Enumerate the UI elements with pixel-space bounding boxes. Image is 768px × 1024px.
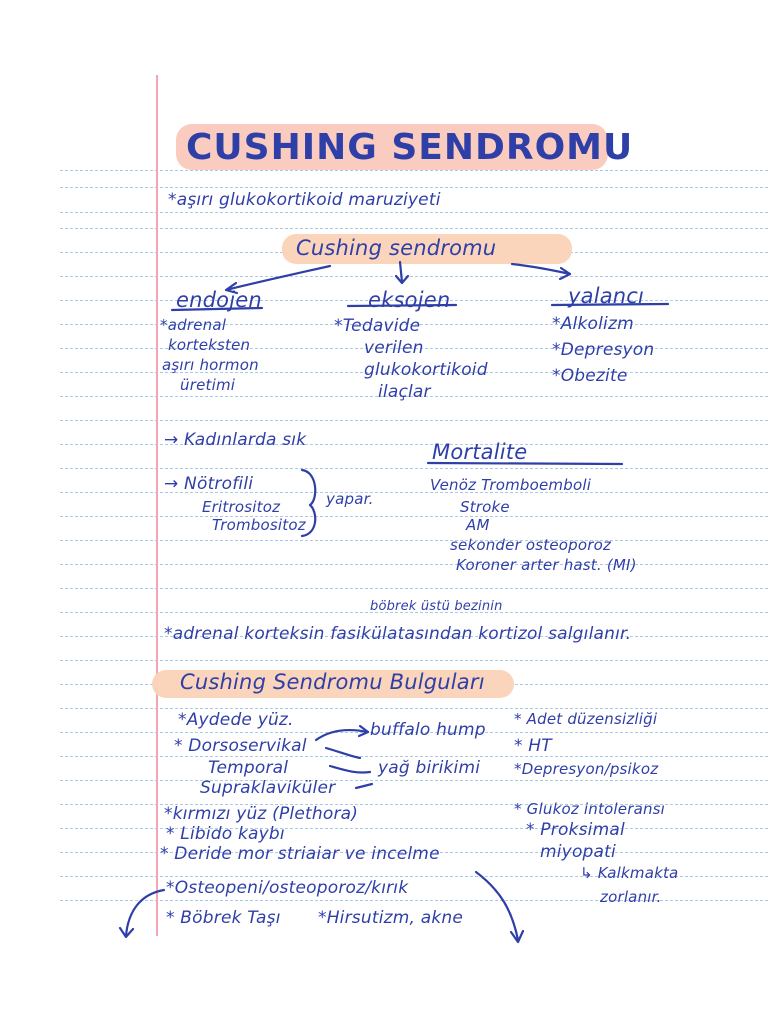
right-line: *Depresyon: [552, 340, 655, 360]
middle-line: verilen: [364, 338, 424, 358]
finding-item: * Deride mor striaiar ve incelme: [160, 844, 440, 864]
women-note: → Kadınlarda sık: [164, 430, 307, 450]
buffalo-hump: buffalo hump: [370, 720, 486, 740]
finding-item: * Dorsoservikal: [174, 736, 307, 756]
finding-item: *kırmızı yüz (Plethora): [164, 804, 359, 824]
finding-item: *Osteopeni/osteoporoz/kırık: [166, 878, 409, 898]
underline-yalanci: [552, 304, 668, 305]
mortality-item: Koroner arter hast. (MI): [456, 556, 637, 574]
middle-line: glukokortikoid: [364, 360, 488, 380]
right-line: *Alkolizm: [552, 314, 634, 334]
finding-right: * Glukoz intoleransı: [514, 800, 666, 818]
underline-mortalite: [428, 463, 622, 464]
diagram-center: Cushing sendromu: [296, 236, 497, 260]
finding-right: * HT: [514, 736, 552, 756]
page-title: CUSHING SENDROMU: [186, 127, 634, 168]
left-line: *adrenal: [160, 316, 227, 334]
mortality-item: Venöz Tromboemboli: [430, 476, 592, 494]
finding-item: *Aydede yüz.: [178, 710, 294, 730]
finding-item: Supraklaviküler: [200, 778, 336, 798]
left-line: üretimi: [180, 376, 236, 394]
finding-right: * Adet düzensizliği: [514, 710, 658, 728]
mortality-item: Stroke: [460, 498, 510, 516]
finding-right: * Proksimal: [526, 820, 625, 840]
yapar-note: yapar.: [326, 490, 374, 508]
finding-right: zorlanır.: [600, 888, 662, 906]
finding-right: ↳ Kalkmakta: [580, 864, 679, 882]
middle-line: *Tedavide: [334, 316, 421, 336]
right-line: *Obezite: [552, 366, 628, 386]
list-item: Trombositoz: [212, 516, 306, 534]
adrenal-note: *adrenal korteksin fasikülatasından kortizol salgılanır.: [164, 624, 632, 644]
bracket: [302, 470, 315, 536]
finding-right: miyopati: [540, 842, 616, 862]
left-line: korteksten: [168, 336, 251, 354]
diagram-right-heading: yalancı: [568, 284, 645, 308]
mortality-item: AM: [466, 516, 490, 534]
intro-note: *aşırı glukokortikoid maruziyeti: [168, 190, 441, 210]
fat-accumulation: yağ birikimi: [378, 758, 481, 778]
findings-heading: Cushing Sendromu Bulguları: [180, 670, 485, 694]
mortality-heading: Mortalite: [432, 440, 528, 464]
left-line: aşırı hormon: [162, 356, 259, 374]
arrow-left: [226, 266, 330, 290]
list-item: Eritrositoz: [202, 498, 281, 516]
hirsutism-note: *Hirsutizm, akne: [318, 908, 464, 928]
kidney-note: böbrek üstü bezinin: [370, 599, 503, 614]
mortality-item: sekonder osteoporoz: [450, 536, 612, 554]
diagram-middle-heading: eksojen: [368, 288, 451, 312]
neutrophilia-note: → Nötrofili: [164, 474, 254, 494]
finding-item: Temporal: [208, 758, 289, 778]
finding-right: *Depresyon/psikoz: [514, 760, 659, 778]
diagram-left-heading: endojen: [176, 288, 262, 312]
arrow-down: [400, 262, 402, 282]
middle-line: ilaçlar: [378, 382, 431, 402]
underline-endojen: [172, 308, 262, 310]
finding-item: * Libido kaybı: [166, 824, 285, 844]
curved-arrow-right: [476, 872, 518, 940]
finding-item: * Böbrek Taşı: [166, 908, 281, 928]
underline-eksojen: [348, 305, 456, 306]
